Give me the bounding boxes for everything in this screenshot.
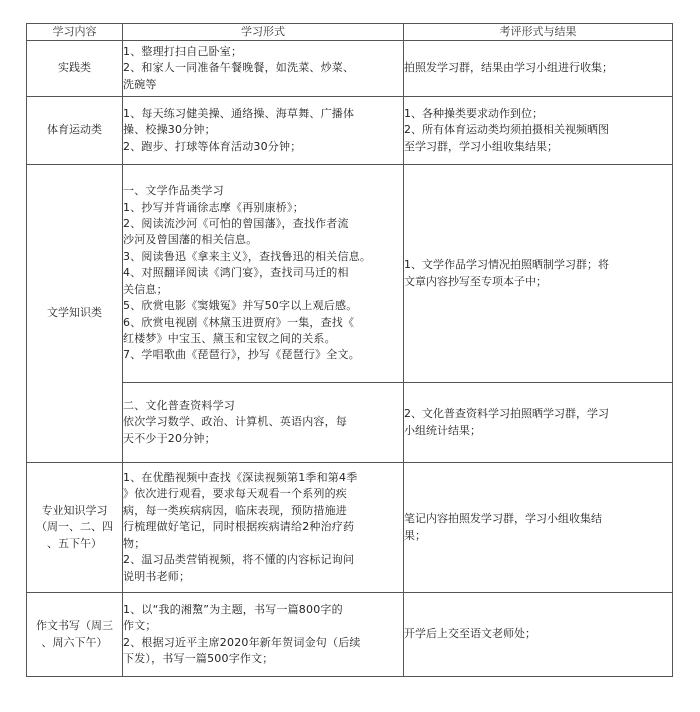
form-line: 7、学唱歌曲《琵琶行》，抄写《琵琶行》全文。 [123, 348, 360, 362]
form-cell [123, 593, 404, 677]
form-line: 3、阅读鲁迅《拿来主义》，查找鲁迅的相关信息。 [123, 249, 372, 263]
category-label: 专业知识学习 [41, 503, 108, 517]
table-row [27, 463, 673, 593]
form-cell [123, 97, 404, 165]
evaluation-line: 拍照发学习群，结果由学习小组进行收集； [404, 61, 613, 75]
evaluation-cell [404, 593, 673, 677]
evaluation-cell [404, 97, 673, 165]
form-line: 2、和家人一同准备午餐晚餐，如洗菜、炒菜、 [123, 61, 355, 75]
category-label: 作文书写（周三 [36, 619, 113, 633]
form-line: 洗碗等 [123, 77, 157, 91]
category-label: 、周六下午） [41, 635, 108, 649]
table-row [27, 383, 673, 463]
table-row [27, 41, 673, 97]
form-line: 物； [123, 536, 146, 550]
evaluation-cell [404, 463, 673, 593]
evaluation-line: 文章内容抄写至专项本子中； [404, 274, 547, 288]
header-evaluation: 考评形式与结果 [404, 24, 673, 41]
form-line: 二、文化普查资料学习 [123, 398, 235, 412]
evaluation-cell [404, 165, 673, 383]
form-line: 说明书老师； [123, 569, 191, 583]
evaluation-line: 开学后上交至语文老师处； [404, 627, 536, 641]
form-line: 1、每天练习健美操、通络操、海草舞、广播体 [123, 106, 355, 120]
evaluation-line: 2、文化普查资料学习拍照晒学习群，学习 [404, 407, 609, 421]
header-form: 学习形式 [123, 24, 404, 41]
form-line: 2、温习品类营销视频，将不懂的内容标记询问 [123, 553, 355, 567]
evaluation-line: 1、各种操类要求动作到位； [404, 106, 543, 120]
evaluation-line: 1、文学作品学习情况拍照晒制学习群；将 [404, 258, 609, 272]
category-cell [27, 463, 123, 593]
form-cell [123, 383, 404, 463]
evaluation-line: 果； [404, 528, 426, 542]
form-cell [123, 41, 404, 97]
form-line: 天不少于20分钟； [123, 431, 216, 445]
form-line: 4、对照翻译阅读《鸿门宴》，查找司马迁的相 [123, 266, 349, 280]
header-content: 学习内容 [27, 24, 123, 41]
header-row [27, 24, 673, 41]
form-line: 1、以“我的湘黧”为主题，书写一篇800字的 [123, 602, 343, 616]
form-line: 依次学习数学、政治、计算机、英语内容，每 [123, 415, 347, 429]
evaluation-line: 至学习群，学习小组收集结果； [404, 139, 558, 153]
form-line: 操、校操30分钟； [123, 123, 216, 137]
form-cell [123, 463, 404, 593]
form-line: 沙河及曾国藩的相关信息。 [123, 233, 258, 247]
table-row [27, 593, 673, 677]
category-label: （周一、二、四 [36, 520, 113, 534]
form-line: 病，每一类疾病病因，临床表现，预防措施进 [123, 503, 347, 517]
form-line: 一、文学作品类学习 [123, 184, 224, 198]
evaluation-cell [404, 41, 673, 97]
evaluation-line: 小组统计结果； [404, 423, 481, 437]
category-label: 、五下午） [47, 536, 102, 550]
form-cell [123, 165, 404, 383]
form-line: 2、跑步、打球等体育活动30分钟； [123, 139, 302, 153]
form-line: 2、根据习近平主席2020年新年贺词金句（后续 [123, 635, 361, 649]
form-line: 》依次进行观看，要求每天观看一个系列的疾 [123, 487, 347, 501]
form-line: 1、抄写并背诵徐志摩《再别康桥》； [123, 200, 304, 214]
table-row [27, 97, 673, 165]
evaluation-line: 笔记内容拍照发学习群，学习小组收集结 [404, 512, 602, 526]
evaluation-cell [404, 383, 673, 463]
form-line: 6、欣赏电视剧《林黛玉进贾府》一集，查找《 [123, 315, 355, 329]
form-line: 1、整理打扫自己卧室； [123, 44, 243, 58]
plan-sheet [26, 23, 672, 677]
form-line: 关信息； [123, 282, 168, 296]
form-line: 红楼梦》中宝玉、黛玉和宝钗之间的关系。 [123, 331, 336, 345]
form-line: 1、在优酷视频中查找《深读视频第1季和第4季 [123, 471, 358, 485]
category-cell [27, 97, 123, 165]
category-label: 实践类 [58, 61, 91, 75]
category-label: 体育运动类 [47, 123, 102, 137]
evaluation-line: 2、所有体育运动类均须拍摄相关视频晒图 [404, 123, 609, 137]
form-line: 2、阅读流沙河《可怕的曾国藩》，查找作者流 [123, 217, 349, 231]
category-cell [27, 41, 123, 97]
category-label: 文学知识类 [47, 306, 102, 320]
category-cell [27, 593, 123, 677]
table-row [27, 165, 673, 383]
category-cell [27, 165, 123, 463]
form-line: 行梳理做好笔记，同时根据疾病请给2种治疗药 [123, 520, 355, 534]
form-line: 作文； [123, 619, 157, 633]
form-line: 5、欣赏电影《窦娥冤》并写50字以上观后感。 [123, 299, 358, 313]
study-plan-table [26, 23, 673, 677]
form-line: 下发），书写一篇500字作文； [123, 651, 274, 665]
